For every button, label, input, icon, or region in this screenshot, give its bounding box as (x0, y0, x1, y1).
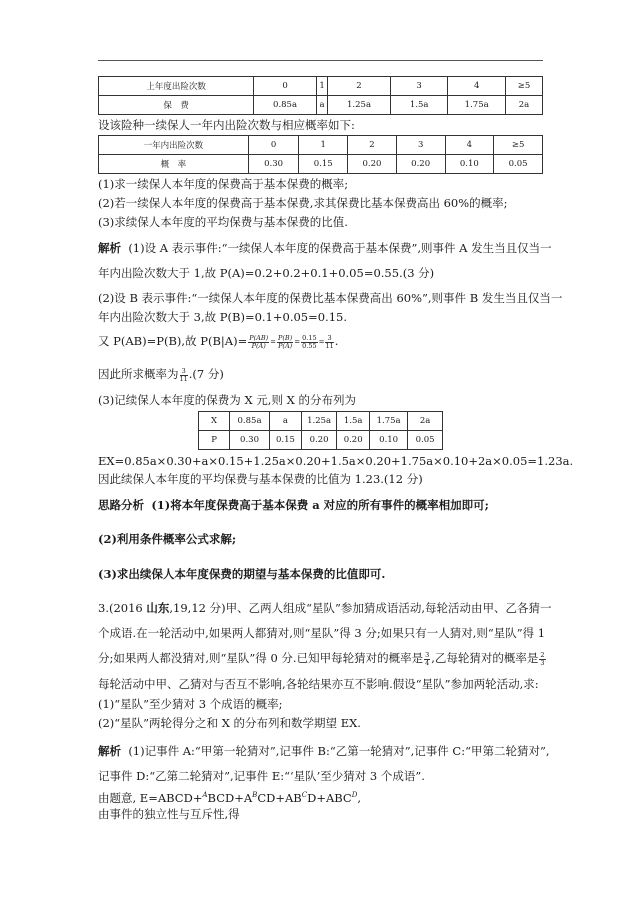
intro-line: 设该险种一续保人一年内出险次数与相应概率如下: (98, 118, 355, 132)
equation-part: D+ABC (307, 790, 352, 805)
fraction (301, 335, 317, 350)
table-row (99, 96, 543, 115)
question-1: (1)求一续保人本年度的保费高于基本保费的概率; (98, 177, 349, 191)
table-cell: 0.05 (494, 155, 543, 174)
fraction-numerator: 3 (325, 335, 333, 343)
fraction (248, 335, 269, 350)
solution-2d (98, 364, 224, 384)
table-cell: 3 (396, 136, 445, 155)
fraction-numerator: P(B) (278, 333, 293, 342)
table-row (99, 155, 543, 174)
analysis-text: (1)将本年度保费高于基本保费 a 对应的所有事件的概率相加即可; (151, 498, 489, 512)
problem-text: 分;如果两人都没猜对,则“星队”得 0 分.已知甲每轮猜对的概率是 (98, 651, 424, 665)
equals-sign: = (318, 338, 325, 346)
table-cell: 4 (448, 77, 506, 96)
table-row (99, 136, 543, 155)
analysis-label: 思路分析 (98, 498, 144, 512)
table-row (99, 77, 543, 96)
table-cell: 0.10 (370, 431, 408, 450)
solution-2c (98, 331, 338, 352)
solution-text: (1)设 A 表示事件:“一续保人本年度的保费高于基本保费”,则事件 A 发生当且仅当一 (128, 241, 552, 255)
fraction-numerator: 0.15 (302, 333, 317, 342)
fraction (277, 335, 293, 350)
table-cell: 0.30 (230, 431, 270, 450)
problem-score: ,19,12 分) (169, 601, 226, 615)
table-cell: 0.20 (348, 155, 397, 174)
table-cell: ≥5 (505, 77, 542, 96)
complement-a: A (202, 791, 208, 799)
table-cell: 0.15 (299, 155, 348, 174)
table-cell: 1.75a (370, 412, 408, 431)
solution-text: (1)记事件 A:“甲第一轮猜对”,记事件 B:“乙第一轮猜对”,记事件 C:“甲第二轮猜对”, (128, 744, 550, 758)
table-cell: 2a (408, 412, 443, 431)
header-rule (98, 60, 543, 61)
table-cell: 1.5a (390, 96, 448, 115)
table-cell: 1.5a (337, 412, 370, 431)
solution-text: .(7 分) (188, 367, 224, 381)
complement-b: B (252, 791, 258, 799)
solution-1b: 年内出险次数大于 1,故 P(A)=0.2+0.2+0.1+0.05=0.55.(3 分) (98, 266, 435, 280)
solution-2a: (2)设 B 表示事件:“一续保人本年度的保费比基本保费高出 60%”,则事件 B 发生当且仅当一 (98, 291, 563, 305)
problem-number: 3.(2016 (98, 601, 147, 615)
solution-label: 解析 (98, 241, 121, 255)
equation-part: BCD+A (207, 790, 253, 805)
table-cell: 1 (299, 136, 348, 155)
table-cell: 0.05 (408, 431, 443, 450)
table-cell: ≥5 (494, 136, 543, 155)
table-cell: 0.20 (337, 431, 370, 450)
solution-label: 解析 (98, 744, 121, 758)
question-2: (2)若一续保人本年度的保费高于基本保费,求其保费比基本保费高出 60%的概率; (98, 196, 508, 210)
fraction-numerator: 3 (180, 368, 188, 376)
analysis-2: (2)利用条件概率公式求解; (98, 532, 237, 546)
complement-c: C (301, 791, 308, 799)
table-cell: 3 (390, 77, 448, 96)
table-cell: X (199, 412, 230, 431)
table-cell: 4 (445, 136, 494, 155)
complement-d: D (351, 791, 358, 799)
equals-sign: = (270, 338, 277, 346)
fraction-denominator: 11 (325, 341, 334, 350)
table-cell: P (199, 431, 230, 450)
table-cell: 1.75a (448, 96, 506, 115)
problem-3-line2: 个成语.在一轮活动中,如果两人都猜对,则“星队”得 3 分;如果只有一人猜对,则“星队”得 1 (98, 626, 546, 640)
solution-3a: (3)记续保人本年度的保费为 X 元,则 X 的分布列为 (98, 393, 356, 407)
table-cell: 0.85a (230, 412, 270, 431)
analysis-1 (98, 497, 489, 513)
table-cell: 0 (254, 77, 317, 96)
period: . (334, 334, 339, 348)
question-3: (3)求续保人本年度的平均保费与基本保费的比值. (98, 215, 348, 229)
table-cell: 0.20 (301, 431, 336, 450)
fraction-denominator: 4 (425, 658, 430, 667)
table-cell: 一年内出险次数 (99, 136, 249, 155)
probability-table (98, 135, 543, 174)
analysis-3: (3)求出续保人本年度保费的期望与基本保费的比值即可. (98, 567, 386, 581)
solution-1a (98, 240, 552, 256)
problem-text: 甲、乙两人组成“星队”参加猜成语活动,每轮活动由甲、乙各猜一 (225, 601, 552, 615)
fraction-denominator: 0.55 (302, 341, 317, 350)
equation-part: CD+AB (257, 790, 302, 805)
table-cell: 2 (348, 136, 397, 155)
fraction (325, 335, 333, 350)
expectation-line: EX=0.85a×0.30+a×0.15+1.25a×0.20+1.5a×0.20+1.75a×0.10+2a×0.05=1.23a. (98, 454, 574, 468)
fraction (424, 652, 430, 667)
table-cell: 保 费 (99, 96, 254, 115)
table-row (199, 412, 443, 431)
problem-3-line1 (98, 600, 552, 616)
solution-text: 又 P(AB)=P(B),故 P(B|A)= (98, 334, 248, 348)
fraction-numerator: P(AB) (249, 333, 269, 342)
distribution-table (198, 411, 443, 450)
problem-3-line4: 每轮活动中甲、乙猜对与否互不影响,各轮结果亦互不影响.假设“星队”参加两轮活动,求: (98, 677, 539, 691)
table-cell: 0 (248, 136, 299, 155)
problem-3-line3 (98, 648, 547, 668)
premium-table (98, 76, 543, 115)
solution-2b: 年内出险次数大于 3,故 P(B)=0.1+0.05=0.15. (98, 310, 348, 324)
fraction-numerator: 3 (425, 650, 430, 659)
table-cell: a (269, 412, 301, 431)
table-cell: 上年度出险次数 (99, 77, 254, 96)
table-cell: 1 (316, 77, 327, 96)
table-cell: 1.25a (301, 412, 336, 431)
problem-3-solution-3 (98, 787, 361, 806)
table-cell: 0.15 (269, 431, 301, 450)
table-cell: a (316, 96, 327, 115)
fraction-denominator: P(A) (278, 341, 293, 350)
equals-sign: = (294, 338, 301, 346)
fraction (180, 368, 188, 383)
table-cell: 2a (505, 96, 542, 115)
problem-text: ,乙每轮猜对的概率是 (431, 651, 539, 665)
problem-3-solution-4: 由事件的独立性与互斥性,得 (98, 807, 240, 821)
table-cell: 概 率 (99, 155, 249, 174)
solution-text: 因此所求概率为 (98, 367, 179, 381)
fraction-denominator: 11 (179, 374, 188, 383)
problem-3-question-1: (1)“星队”至少猜对 3 个成语的概率; (98, 697, 283, 711)
table-cell: 1.25a (328, 96, 391, 115)
table-cell: 0.20 (396, 155, 445, 174)
problem-3-solution-2: 记事件 D:“乙第二轮猜对”,记事件 E:“‘星队’至少猜对 3 个成语”. (98, 769, 425, 783)
equation-part: 由题意, E=ABCD+ (98, 790, 203, 805)
table-cell: 2 (328, 77, 391, 96)
table-cell: 0.85a (254, 96, 317, 115)
problem-source: 山东 (146, 601, 170, 615)
ratio-line: 因此续保人本年度的平均保费与基本保费的比值为 1.23.(12 分) (98, 472, 423, 486)
table-cell: 0.10 (445, 155, 494, 174)
fraction-numerator: 2 (540, 650, 545, 659)
fraction-denominator: P(A) (251, 341, 266, 350)
table-cell: 0.30 (248, 155, 299, 174)
table-row (199, 431, 443, 450)
problem-3-solution-1 (98, 743, 550, 759)
equation-part: , (357, 790, 361, 805)
problem-3-question-2: (2)“星队”两轮得分之和 X 的分布列和数学期望 EX. (98, 716, 361, 730)
fraction (539, 652, 545, 667)
fraction-denominator: 3 (540, 658, 545, 667)
